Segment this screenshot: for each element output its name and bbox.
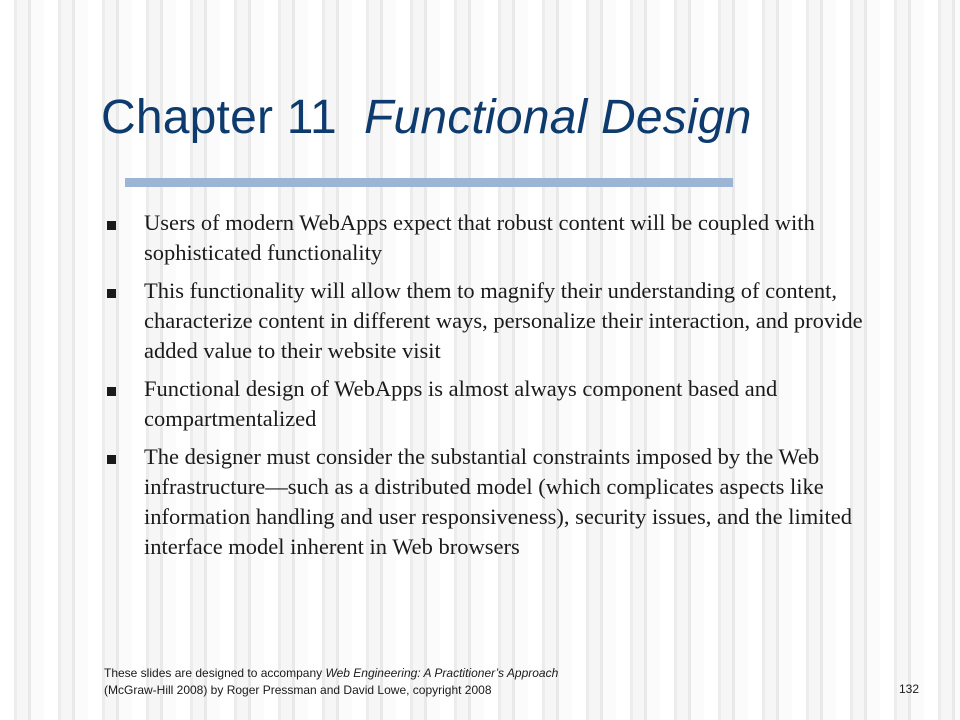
bullet-text: This functionality will allow them to magnify their understanding of content, characterize content in different ways, personalize their interaction, and provide added value to their website visit — [144, 278, 863, 363]
bullet-item — [104, 374, 904, 434]
page-number: 132 — [898, 682, 919, 696]
slide-title — [101, 90, 752, 145]
title-underline — [125, 178, 733, 187]
bullet-text: Functional design of WebApps is almost always component based and compartmentalized — [144, 376, 778, 431]
title-chapter: Chapter 11 — [101, 91, 337, 144]
square-bullet-icon — [107, 221, 116, 230]
title-topic: Functional Design — [364, 91, 752, 144]
bullet-list — [104, 208, 904, 570]
footer-line-2: (McGraw-Hill 2008) by Roger Pressman and David Lowe, copyright 2008 — [104, 683, 492, 697]
square-bullet-icon — [107, 289, 116, 298]
footer-line-1 — [104, 665, 558, 682]
bullet-item — [104, 276, 904, 366]
square-bullet-icon — [107, 387, 116, 396]
square-bullet-icon — [107, 455, 116, 464]
bullet-text: Users of modern WebApps expect that robust content will be coupled with sophisticated functionality — [144, 210, 815, 265]
bullet-item — [104, 442, 904, 562]
bullet-item — [104, 208, 904, 268]
slide-footer — [104, 665, 558, 699]
footer-prefix: These slides are designed to accompany — [104, 666, 326, 680]
footer-book-title: Web Engineering: A Practitioner’s Approach — [325, 666, 559, 680]
bullet-text: The designer must consider the substantial constraints imposed by the Web infrastructure—such as a distributed model (which complicates aspects like information handling and user responsiveness), security issues, and the limited interface model inherent in Web browsers — [144, 444, 852, 559]
